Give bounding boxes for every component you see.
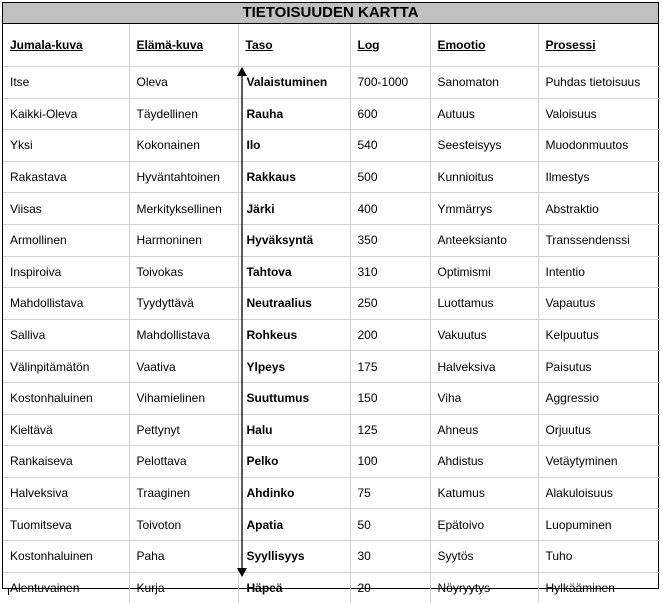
consciousness-map-sheet: [2, 2, 659, 589]
cell-taso: Ylpeys: [238, 351, 350, 383]
table-row: [3, 351, 660, 383]
cell-elama-kuva: Pelottava: [129, 446, 238, 478]
table-row: [3, 67, 660, 99]
cell-prosessi: Intentio: [538, 256, 660, 288]
cell-jumala-kuva: Kostonhaluinen: [3, 540, 129, 572]
cell-prosessi: Paisutus: [538, 351, 660, 383]
cell-jumala-kuva: Rankaiseva: [3, 446, 129, 478]
cell-prosessi: Muodonmuutos: [538, 130, 660, 162]
cell-prosessi: Hylkääminen: [538, 572, 660, 603]
cell-elama-kuva: Tyydyttävä: [129, 288, 238, 320]
table-body: [3, 67, 660, 603]
cell-elama-kuva: Traaginen: [129, 477, 238, 509]
cell-log: 400: [350, 193, 430, 225]
cell-prosessi: Transsendenssi: [538, 224, 660, 256]
cell-prosessi: Ilmestys: [538, 161, 660, 193]
table-row: [3, 414, 660, 446]
cell-elama-kuva: Merkityksellinen: [129, 193, 238, 225]
cell-emootio: Autuus: [430, 98, 538, 130]
cell-elama-kuva: Kokonainen: [129, 130, 238, 162]
cell-log: 75: [350, 477, 430, 509]
table-row: [3, 540, 660, 572]
cell-emootio: Viha: [430, 382, 538, 414]
cell-elama-kuva: Hyväntahtoinen: [129, 161, 238, 193]
cell-log: 310: [350, 256, 430, 288]
cell-emootio: Optimismi: [430, 256, 538, 288]
table-row: [3, 382, 660, 414]
table-row: [3, 477, 660, 509]
cell-emootio: Ahdistus: [430, 446, 538, 478]
table-row: [3, 130, 660, 162]
cell-prosessi: Abstraktio: [538, 193, 660, 225]
sheet-title: TIETOISUUDEN KARTTA: [3, 3, 658, 24]
cell-prosessi: Valoisuus: [538, 98, 660, 130]
cell-emootio: Katumus: [430, 477, 538, 509]
cell-prosessi: Kelpuutus: [538, 319, 660, 351]
cell-elama-kuva: Pettynyt: [129, 414, 238, 446]
cell-log: 600: [350, 98, 430, 130]
cell-taso: Hyväksyntä: [238, 224, 350, 256]
cell-jumala-kuva: Kieltävä: [3, 414, 129, 446]
cell-taso: Tahtova: [238, 256, 350, 288]
cell-jumala-kuva: Rakastava: [3, 161, 129, 193]
cell-log: 700-1000: [350, 67, 430, 99]
cell-log: 200: [350, 319, 430, 351]
cell-elama-kuva: Toivokas: [129, 256, 238, 288]
cell-emootio: Sanomaton: [430, 67, 538, 99]
cell-elama-kuva: Vaativa: [129, 351, 238, 383]
cell-taso: Suuttumus: [238, 382, 350, 414]
table-row: [3, 319, 660, 351]
table-row: [3, 161, 660, 193]
cell-emootio: Vakuutus: [430, 319, 538, 351]
cell-jumala-kuva: Tuomitseva: [3, 509, 129, 541]
cell-jumala-kuva: Salliva: [3, 319, 129, 351]
cell-elama-kuva: Kurja: [129, 572, 238, 603]
cell-jumala-kuva: Armollinen: [3, 224, 129, 256]
cell-taso: Rakkaus: [238, 161, 350, 193]
cell-jumala-kuva: Inspiroiva: [3, 256, 129, 288]
cell-prosessi: Aggressio: [538, 382, 660, 414]
cell-log: 540: [350, 130, 430, 162]
cell-prosessi: Orjuutus: [538, 414, 660, 446]
cell-taso: Apatia: [238, 509, 350, 541]
consciousness-table: [3, 24, 660, 603]
cell-log: 125: [350, 414, 430, 446]
cell-log: 20: [350, 572, 430, 603]
table-row: [3, 446, 660, 478]
cell-prosessi: Tuho: [538, 540, 660, 572]
cell-jumala-kuva: Kaikki-Oleva: [3, 98, 129, 130]
cell-jumala-kuva: Viisas: [3, 193, 129, 225]
cell-taso: Järki: [238, 193, 350, 225]
table-row: [3, 572, 660, 603]
cell-taso: Ilo: [238, 130, 350, 162]
cell-log: 500: [350, 161, 430, 193]
cell-emootio: Syytös: [430, 540, 538, 572]
header-row: [3, 24, 660, 67]
cell-log: 150: [350, 382, 430, 414]
cell-jumala-kuva: Halveksiva: [3, 477, 129, 509]
table-row: [3, 193, 660, 225]
cell-prosessi: Puhdas tietoisuus: [538, 67, 660, 99]
page-corner-mark: [8, 589, 9, 595]
cell-jumala-kuva: Yksi: [3, 130, 129, 162]
cell-emootio: Halveksiva: [430, 351, 538, 383]
header-log: Log: [350, 24, 430, 67]
cell-taso: Rauha: [238, 98, 350, 130]
cell-prosessi: Vapautus: [538, 288, 660, 320]
cell-log: 350: [350, 224, 430, 256]
cell-elama-kuva: Paha: [129, 540, 238, 572]
cell-log: 100: [350, 446, 430, 478]
cell-prosessi: Vetäytyminen: [538, 446, 660, 478]
cell-emootio: Ymmärrys: [430, 193, 538, 225]
cell-emootio: Anteeksianto: [430, 224, 538, 256]
cell-elama-kuva: Oleva: [129, 67, 238, 99]
header-emootio: Emootio: [430, 24, 538, 67]
cell-elama-kuva: Toivoton: [129, 509, 238, 541]
table-row: [3, 98, 660, 130]
cell-prosessi: Luopuminen: [538, 509, 660, 541]
cell-emootio: Ahneus: [430, 414, 538, 446]
cell-elama-kuva: Vihamielinen: [129, 382, 238, 414]
cell-taso: Halu: [238, 414, 350, 446]
cell-taso: Valaistuminen: [238, 67, 350, 99]
cell-jumala-kuva: Alentuvainen: [3, 572, 129, 603]
cell-jumala-kuva: Itse: [3, 67, 129, 99]
cell-taso: Syyllisyys: [238, 540, 350, 572]
cell-taso: Pelko: [238, 446, 350, 478]
table-row: [3, 224, 660, 256]
cell-log: 250: [350, 288, 430, 320]
cell-taso: Ahdinko: [238, 477, 350, 509]
cell-elama-kuva: Harmoninen: [129, 224, 238, 256]
cell-taso: Häpeä: [238, 572, 350, 603]
cell-elama-kuva: Mahdollistava: [129, 319, 238, 351]
cell-jumala-kuva: Välinpitämätön: [3, 351, 129, 383]
cell-prosessi: Alakuloisuus: [538, 477, 660, 509]
table-row: [3, 256, 660, 288]
header-prosessi: Prosessi: [538, 24, 660, 67]
cell-taso: Neutraalius: [238, 288, 350, 320]
cell-emootio: Luottamus: [430, 288, 538, 320]
table-row: [3, 509, 660, 541]
table-row: [3, 288, 660, 320]
cell-emootio: Kunnioitus: [430, 161, 538, 193]
cell-taso: Rohkeus: [238, 319, 350, 351]
header-elama-kuva: Elämä-kuva: [129, 24, 238, 67]
cell-jumala-kuva: Mahdollistava: [3, 288, 129, 320]
header-jumala-kuva: Jumala-kuva: [3, 24, 129, 67]
cell-emootio: Nöyryytys: [430, 572, 538, 603]
cell-emootio: Epätoivo: [430, 509, 538, 541]
cell-jumala-kuva: Kostonhaluinen: [3, 382, 129, 414]
cell-log: 30: [350, 540, 430, 572]
cell-elama-kuva: Täydellinen: [129, 98, 238, 130]
cell-log: 175: [350, 351, 430, 383]
cell-emootio: Seesteisyys: [430, 130, 538, 162]
header-taso: Taso: [238, 24, 350, 67]
cell-log: 50: [350, 509, 430, 541]
